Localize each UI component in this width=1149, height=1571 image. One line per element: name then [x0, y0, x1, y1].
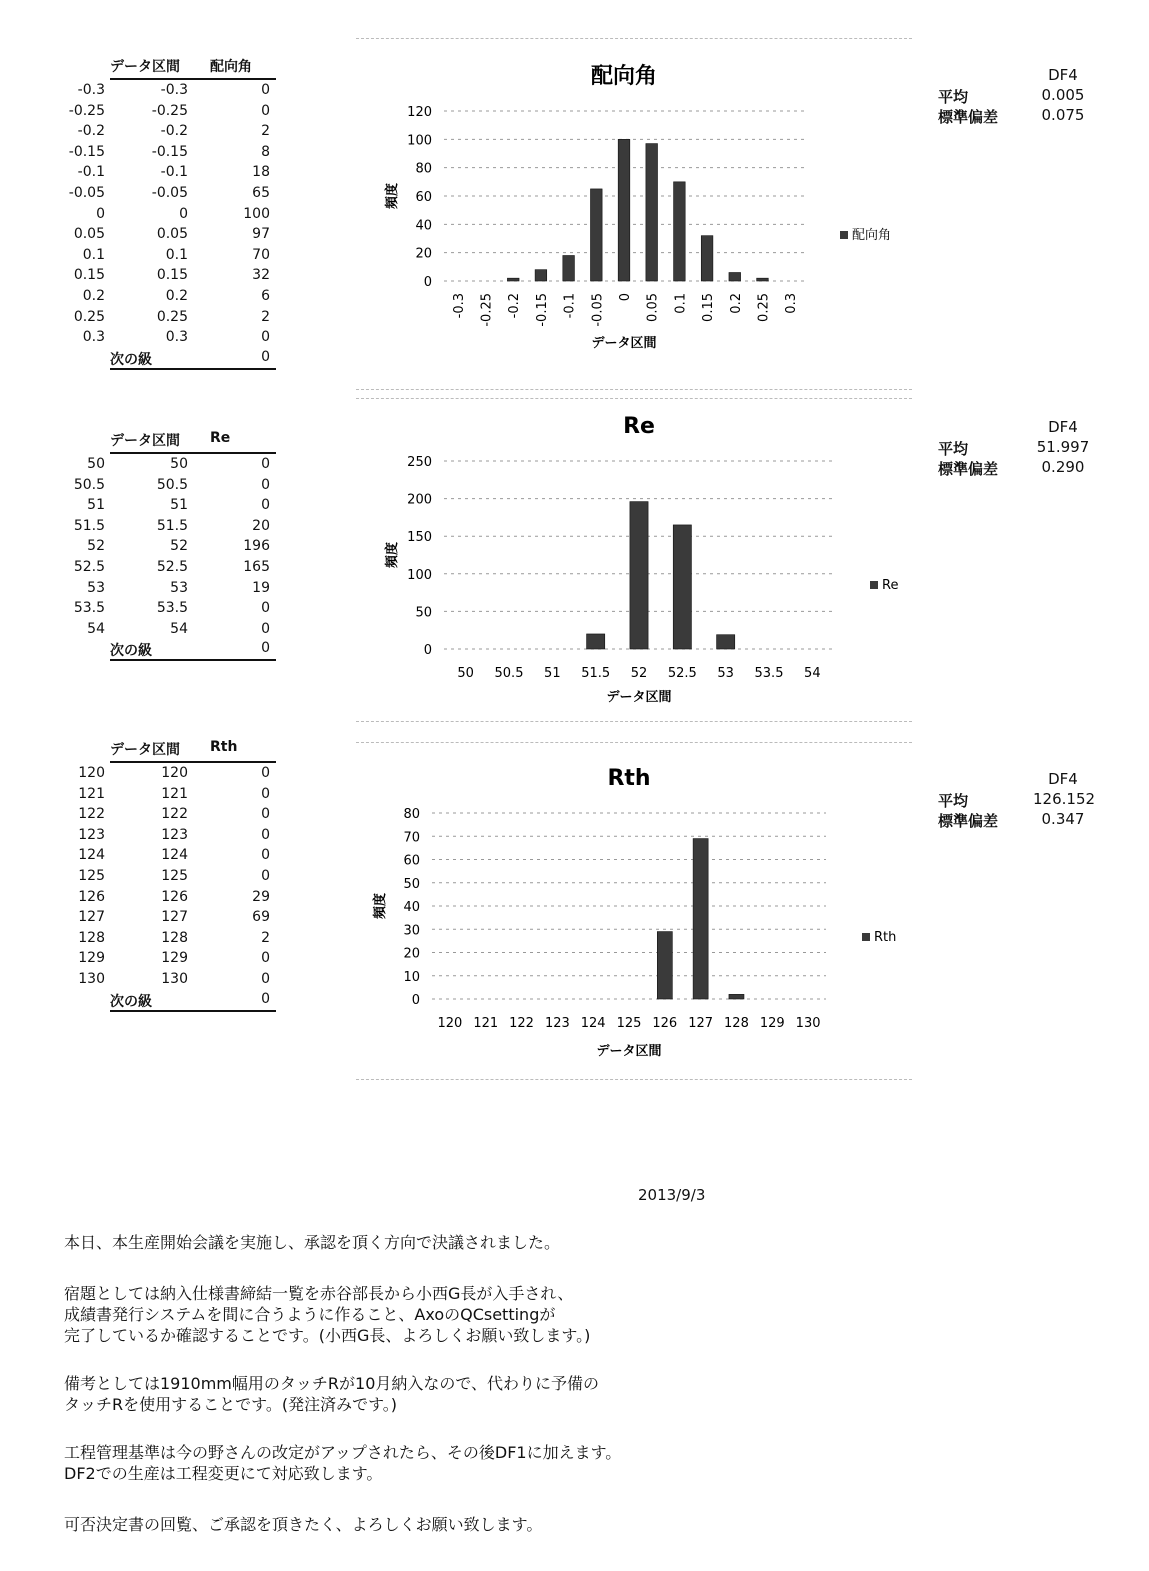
x-tick-label: 120	[437, 1016, 463, 1031]
bin-label: 124	[78, 847, 105, 864]
x-tick-label: 51.5	[581, 666, 611, 681]
bar	[693, 839, 708, 999]
stats-name: DF4	[1048, 770, 1078, 788]
bin-label: -0.1	[77, 164, 105, 181]
x-tick-label: 129	[759, 1016, 785, 1031]
bar	[646, 144, 658, 281]
bin-value: 122	[161, 806, 188, 823]
x-tick-label: 52	[630, 666, 648, 681]
y-tick-label: 50	[415, 605, 432, 621]
frequency-value: 8	[261, 143, 270, 160]
x-tick-label: -0.15	[534, 293, 550, 327]
x-tick-label: 124	[580, 1016, 606, 1031]
bin-value: 0.3	[165, 329, 188, 346]
table-row	[60, 454, 280, 475]
histogram-orientation	[356, 39, 912, 389]
table-row	[60, 101, 280, 122]
header-cell: Re	[210, 430, 231, 446]
bin-label: 0.25	[73, 308, 105, 325]
bin-label: 50.5	[73, 476, 105, 493]
frequency-value: 196	[243, 538, 270, 555]
bin-label: 0	[96, 205, 105, 222]
table-row	[60, 907, 280, 928]
header-cell: 配向角	[210, 59, 252, 75]
mean-value: 126.152	[1033, 790, 1096, 808]
x-axis-label: データ区間	[596, 1044, 662, 1059]
x-tick-label: 53.5	[754, 666, 784, 681]
table-row	[60, 536, 280, 557]
x-tick-label: -0.25	[479, 293, 495, 327]
bin-value: 123	[161, 826, 188, 843]
x-tick-label: 0.05	[645, 293, 661, 322]
bin-label: 0.3	[82, 329, 105, 346]
table-footer-row	[110, 990, 276, 1012]
table-row	[60, 804, 280, 825]
table-row	[60, 307, 280, 328]
table-row	[60, 265, 280, 286]
table-footer-row	[110, 639, 276, 661]
y-tick-label: 100	[407, 567, 432, 583]
bar	[717, 635, 735, 649]
x-tick-label: 0.3	[784, 293, 800, 314]
frequency-value: 0	[261, 476, 270, 493]
bar	[587, 634, 605, 649]
frequency-value: 0	[261, 765, 270, 781]
frequency-value: 0	[261, 620, 270, 637]
chart-rth-box	[356, 742, 912, 1080]
stats-re	[938, 418, 1098, 478]
x-tick-label: 50	[457, 666, 474, 681]
footer-value: 0	[261, 640, 270, 657]
y-axis-label: 頻度	[385, 541, 400, 569]
bin-label: 54	[87, 620, 105, 637]
frequency-value: 0	[261, 600, 270, 617]
table-row	[60, 887, 280, 908]
frequency-value: 0	[261, 102, 270, 119]
x-tick-label: 128	[724, 1016, 749, 1031]
table-header	[110, 739, 276, 763]
x-axis-label: データ区間	[606, 690, 672, 705]
table-footer-row	[110, 348, 276, 370]
y-tick-label: 20	[403, 946, 420, 962]
bin-label: 0.1	[82, 246, 105, 263]
frequency-value: 18	[252, 164, 270, 181]
mean-label: 平均	[938, 440, 969, 458]
table-row	[60, 845, 280, 866]
frequency-value: 2	[261, 929, 270, 946]
bin-value: -0.15	[151, 143, 188, 160]
bar	[507, 278, 519, 281]
bin-value: 129	[161, 950, 188, 967]
legend-label: Re	[882, 578, 899, 593]
bin-value: 0.05	[156, 226, 188, 243]
bin-label: 50	[87, 456, 105, 472]
bin-value: 124	[161, 847, 188, 864]
frequency-value: 0	[261, 456, 270, 472]
x-tick-label: -0.3	[451, 293, 467, 319]
frequency-value: 0	[261, 82, 270, 98]
bin-label: 52.5	[73, 558, 105, 575]
chart-title: 配向角	[590, 64, 658, 89]
x-tick-label: 125	[616, 1016, 642, 1031]
bar	[729, 994, 744, 999]
bar	[757, 278, 769, 281]
bin-value: 0	[179, 205, 188, 222]
bin-label: 122	[78, 806, 105, 823]
bin-value: 52.5	[156, 558, 188, 575]
histogram-re	[356, 399, 912, 721]
legend-label: 配向角	[852, 228, 892, 243]
footer-label: 次の級	[110, 351, 152, 368]
bin-label: -0.3	[77, 82, 105, 98]
bar	[535, 270, 547, 281]
bin-value: 50.5	[156, 476, 188, 493]
y-tick-label: 40	[403, 900, 420, 915]
bin-label: 123	[78, 826, 105, 843]
footer-value: 0	[261, 990, 270, 1007]
bin-value: 130	[161, 970, 188, 987]
y-tick-label: 80	[403, 807, 420, 822]
bin-value: 127	[161, 909, 188, 926]
x-tick-label: -0.1	[562, 293, 578, 319]
frequency-value: 69	[252, 909, 270, 926]
footer-label: 次の級	[110, 993, 152, 1010]
bin-value: -0.1	[160, 164, 188, 181]
bin-value: 52	[170, 538, 188, 555]
bar	[729, 273, 741, 282]
footer-value: 0	[261, 348, 270, 365]
bin-label: 120	[78, 765, 105, 781]
histogram-rth	[356, 743, 912, 1079]
bin-label: 129	[78, 950, 105, 967]
y-tick-label: 30	[403, 923, 420, 939]
frequency-value: 2	[261, 123, 270, 140]
y-tick-label: 100	[407, 133, 432, 149]
x-tick-label: -0.05	[590, 293, 606, 327]
x-tick-label: 130	[795, 1016, 821, 1031]
header-cell: Rth	[210, 739, 238, 755]
memo-paragraph: 本日、本生産開始会議を実施し、承認を頂く方向で決議されました。	[64, 1233, 561, 1252]
memo-paragraph: 可否決定書の回覧、ご承認を頂きたく、よろしくお願い致します。	[64, 1515, 543, 1534]
freq-table-orientation	[60, 56, 280, 370]
frequency-value: 100	[243, 205, 270, 222]
bin-label: 53	[87, 579, 105, 596]
bin-value: 0.15	[156, 267, 188, 284]
bin-value: 126	[161, 888, 188, 905]
frequency-value: 32	[252, 267, 270, 284]
bin-label: 53.5	[73, 600, 105, 617]
bin-value: 53	[170, 579, 188, 596]
y-tick-label: 60	[403, 853, 420, 869]
frequency-value: 0	[261, 785, 270, 802]
y-tick-label: 20	[415, 246, 432, 262]
chart-title: Rth	[607, 766, 651, 791]
frequency-value: 0	[261, 950, 270, 967]
y-tick-label: 120	[407, 105, 432, 120]
frequency-value: 6	[261, 287, 270, 304]
bin-label: -0.05	[68, 184, 105, 201]
bar	[590, 189, 602, 281]
table-row	[60, 557, 280, 578]
mean-label: 平均	[938, 88, 969, 106]
table-row	[60, 245, 280, 266]
frequency-value: 0	[261, 970, 270, 987]
x-tick-label: 53	[717, 666, 734, 681]
x-tick-label: 51	[544, 666, 561, 681]
stats-orientation	[938, 66, 1098, 126]
bin-value: 0.2	[165, 287, 188, 304]
bar	[630, 502, 648, 649]
bin-label: 52	[87, 538, 105, 555]
bin-value: -0.2	[160, 123, 188, 140]
table-row	[60, 183, 280, 204]
bin-value: 125	[161, 867, 188, 884]
x-tick-label: 0.1	[673, 293, 689, 314]
bin-label: -0.15	[68, 143, 105, 160]
frequency-value: 20	[252, 517, 270, 534]
table-row	[60, 948, 280, 969]
y-tick-label: 0	[423, 275, 432, 290]
x-tick-label: 0.25	[756, 293, 772, 322]
frequency-value: 70	[252, 246, 270, 263]
table-row	[60, 142, 280, 163]
bin-label: 121	[78, 785, 105, 802]
y-tick-label: 200	[407, 492, 432, 508]
x-tick-label: 52.5	[667, 666, 697, 681]
mean-label: 平均	[938, 792, 969, 810]
stats-rth	[938, 770, 1098, 830]
table-row	[60, 80, 280, 101]
x-tick-label: 127	[688, 1016, 714, 1031]
table-row	[60, 204, 280, 225]
frequency-value: 2	[261, 308, 270, 325]
frequency-value: 29	[252, 888, 270, 905]
y-axis-label: 頻度	[373, 892, 388, 920]
table-row	[60, 784, 280, 805]
bar	[701, 236, 713, 281]
bin-value: 54	[170, 620, 188, 637]
bin-value: -0.05	[151, 184, 188, 201]
frequency-value: 0	[261, 806, 270, 823]
table-row	[60, 495, 280, 516]
sd-label: 標準偏差	[938, 812, 999, 830]
bin-value: 120	[161, 765, 188, 781]
x-tick-label: 0.2	[728, 293, 744, 314]
frequency-value: 0	[261, 847, 270, 864]
header-cell: データ区間	[110, 742, 180, 758]
bin-label: 127	[78, 909, 105, 926]
mean-value: 0.005	[1041, 86, 1085, 104]
table-row	[60, 121, 280, 142]
legend-label: Rth	[874, 930, 897, 945]
chart-orientation-box	[356, 38, 912, 390]
frequency-value: 19	[252, 579, 270, 596]
sd-value: 0.347	[1041, 810, 1085, 828]
table-header	[110, 56, 276, 80]
table-header	[110, 430, 276, 454]
bin-value: -0.25	[151, 102, 188, 119]
sd-value: 0.290	[1041, 458, 1085, 476]
bin-value: 51.5	[156, 517, 188, 534]
chart-re-box	[356, 398, 912, 722]
table-row	[60, 224, 280, 245]
bar	[657, 932, 672, 999]
table-row	[60, 578, 280, 599]
y-tick-label: 0	[423, 643, 432, 658]
table-row	[60, 763, 280, 784]
bin-label: 51.5	[73, 517, 105, 534]
y-tick-label: 80	[415, 161, 432, 177]
y-tick-label: 10	[403, 969, 420, 985]
frequency-value: 0	[261, 329, 270, 346]
bin-value: 128	[161, 929, 188, 946]
bin-value: 50	[170, 456, 188, 472]
header-cell: データ区間	[110, 59, 180, 75]
x-tick-label: 54	[804, 666, 821, 681]
header-cell: データ区間	[110, 433, 180, 449]
bin-value: -0.3	[160, 82, 188, 98]
x-tick-label: 123	[544, 1016, 570, 1031]
stats-name: DF4	[1048, 418, 1078, 436]
bin-label: 128	[78, 929, 105, 946]
x-tick-label: 126	[652, 1016, 678, 1031]
table-row	[60, 516, 280, 537]
bin-label: 0.05	[73, 226, 105, 243]
y-axis-label: 頻度	[385, 182, 400, 210]
freq-table-rth	[60, 739, 280, 1012]
table-row	[60, 286, 280, 307]
bar	[674, 182, 686, 281]
y-tick-label: 0	[411, 993, 420, 1008]
table-row	[60, 598, 280, 619]
sd-label: 標準偏差	[938, 108, 999, 126]
memo-paragraph: 備考としては1910mm幅用のタッチRが10月納入なので、代わりに予備の タッチRを使用することです。(発注済みです。)	[64, 1374, 600, 1414]
x-tick-label: 121	[473, 1016, 499, 1031]
frequency-value: 0	[261, 867, 270, 884]
table-row	[60, 928, 280, 949]
footer-label: 次の級	[110, 643, 152, 660]
mean-value: 51.997	[1036, 438, 1090, 456]
table-row	[60, 825, 280, 846]
stats-name: DF4	[1048, 66, 1078, 84]
bin-label: 130	[78, 970, 105, 987]
bar	[563, 256, 575, 282]
y-tick-label: 250	[407, 455, 432, 470]
y-tick-label: 60	[415, 190, 432, 205]
sd-value: 0.075	[1041, 106, 1085, 124]
legend-swatch	[840, 231, 848, 239]
y-tick-label: 150	[407, 530, 432, 546]
legend-swatch	[870, 581, 878, 589]
frequency-value: 97	[252, 226, 270, 243]
y-tick-label: 70	[403, 830, 420, 846]
bin-label: 125	[78, 867, 105, 884]
x-axis-label: データ区間	[591, 336, 657, 351]
freq-table-re	[60, 430, 280, 661]
bar	[673, 525, 691, 649]
bin-label: 126	[78, 888, 105, 905]
x-tick-label: 0	[618, 293, 633, 302]
chart-title: Re	[623, 414, 655, 439]
x-tick-label: -0.2	[507, 293, 523, 319]
memo-paragraph: 工程管理基準は今の野さんの改定がアップされたら、その後DF1に加えます。 DF2での生産は工程変更にて対応致します。	[64, 1443, 622, 1483]
memo-paragraph: 宿題としては納入仕様書締結一覧を赤谷部長から小西G長が入手され、 成績書発行システムを間に合うように作ること、AxoのQCsettingが 完了しているか確認することです。(小西G長、よろしくお願い致します。)	[64, 1284, 591, 1345]
bar	[618, 139, 630, 281]
bin-value: 0.1	[165, 246, 188, 263]
bin-label: 0.2	[82, 287, 105, 304]
bin-label: 51	[87, 497, 105, 514]
table-row	[60, 475, 280, 496]
x-tick-label: 0.15	[701, 293, 717, 322]
frequency-value: 0	[261, 826, 270, 843]
y-tick-label: 40	[415, 218, 432, 234]
legend-swatch	[862, 933, 870, 941]
bin-label: 0.15	[73, 267, 105, 284]
frequency-value: 0	[261, 497, 270, 514]
bin-value: 121	[161, 785, 188, 802]
bin-value: 0.25	[156, 308, 188, 325]
frequency-value: 65	[252, 184, 270, 201]
x-tick-label: 122	[509, 1016, 534, 1031]
bin-label: -0.25	[68, 102, 105, 119]
bin-value: 51	[170, 497, 188, 514]
memo-date: 2013/9/3	[638, 1186, 706, 1204]
table-row	[60, 866, 280, 887]
x-tick-label: 50.5	[494, 666, 524, 681]
bin-value: 53.5	[156, 600, 188, 617]
table-row	[60, 162, 280, 183]
y-tick-label: 50	[403, 876, 420, 892]
table-row	[60, 969, 280, 990]
table-row	[60, 327, 280, 348]
sd-label: 標準偏差	[938, 460, 999, 478]
frequency-value: 165	[243, 558, 270, 575]
table-row	[60, 619, 280, 640]
bin-label: -0.2	[77, 123, 105, 140]
